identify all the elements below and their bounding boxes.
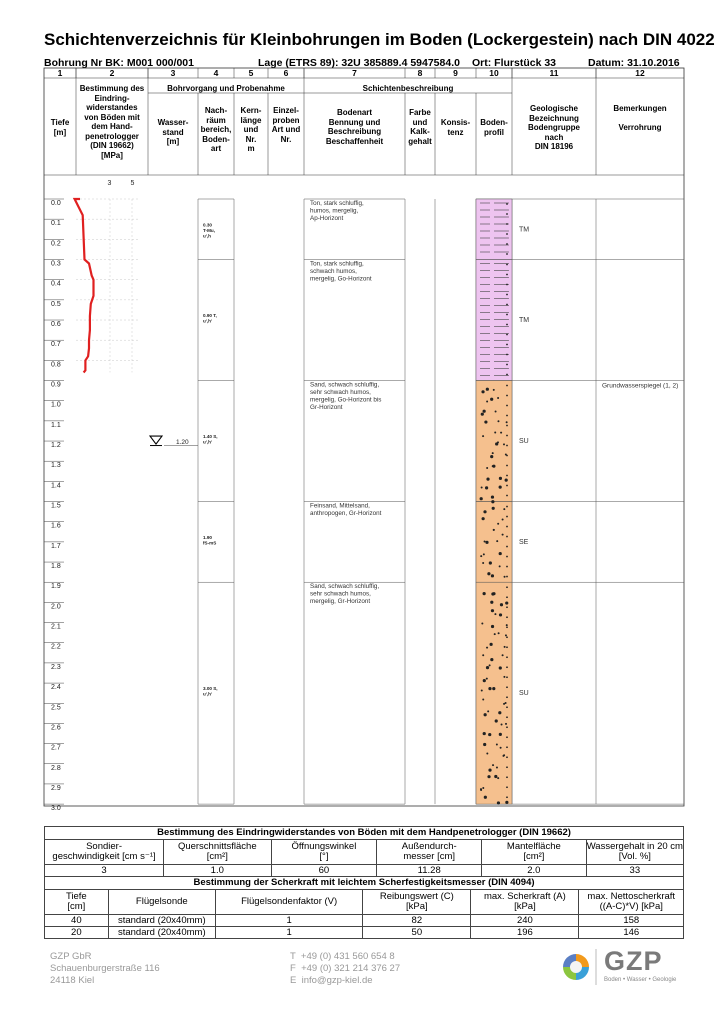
column-number-5: 5 — [248, 68, 254, 78]
depth-label: 1.3 — [51, 462, 61, 470]
header-einzelproben: Einzel- proben Art und Nr. — [271, 106, 301, 144]
shear-header-cell: Tiefe [cm] — [45, 890, 109, 915]
shear-value-cell: 40 — [45, 915, 109, 927]
header-schichtenbeschreibung: Schichtenbeschreibung — [362, 84, 454, 93]
company-address: GZP GbR Schauenburgerstraße 116 24118 Kiel — [50, 951, 160, 986]
penetrologger-scale-label: 3 — [107, 180, 112, 187]
penetrometer-header-row — [45, 840, 684, 865]
depth-label: 3.0 — [51, 805, 61, 813]
datum: Datum: 31.10.2016 — [588, 57, 680, 69]
layer-description: Feinsand, Mittelsand, anthropogen, Gr-Horizont — [310, 502, 382, 518]
header-bodenprofil: Boden- profil — [480, 118, 508, 137]
penetration-curve — [75, 199, 94, 373]
penetrometer-value-cell: 2.0 — [482, 865, 587, 877]
company-contact: T +49 (0) 431 560 654 8 F +49 (0) 321 214 376 27 E info@gzp-kiel.de — [290, 951, 401, 986]
shear-header-row — [45, 890, 684, 915]
column-number-4: 4 — [213, 68, 219, 78]
depth-label: 0.6 — [51, 321, 61, 329]
depth-label: 0.7 — [51, 341, 61, 349]
depth-label: 0.8 — [51, 361, 61, 369]
depth-label: 1.5 — [51, 502, 61, 510]
lage-coordinates: Lage (ETRS 89): 32U 385889.4 5947584.0 — [258, 57, 460, 69]
depth-label: 1.4 — [51, 482, 61, 490]
depth-label: 0.9 — [51, 381, 61, 389]
header-bemerkungen: Bemerkungen Verrohrung — [613, 104, 667, 132]
penetrometer-table-title: Bestimmung des Eindringwiderstandes von Böden mit dem Handpenetrologger (DIN 19662) — [44, 826, 684, 839]
penetrometer-value-cell: 60 — [271, 865, 377, 877]
shear-value-cell: 50 — [363, 927, 471, 939]
depth-label: 2.0 — [51, 603, 61, 611]
shear-value-cell: 1 — [215, 927, 362, 939]
penetrometer-header-cell: Öffnungswinkel [°] — [271, 840, 377, 865]
penetrometer-header-cell: Außendurch- messer [cm] — [377, 840, 482, 865]
column-number-8: 8 — [417, 68, 423, 78]
header-eindringwiderstand: Bestimmung des Eindring- widerstandes von Böden mit dem Hand- penetrologger (DIN 19662) [MPa] — [79, 84, 145, 160]
shear-value-cell: 158 — [579, 915, 684, 927]
depth-label: 2.6 — [51, 724, 61, 732]
soil-profile-clay — [476, 199, 512, 260]
soil-group-code: SE — [519, 538, 529, 546]
depth-label: 1.9 — [51, 583, 61, 591]
sample-label: 3.00 S, u',h' — [203, 686, 218, 697]
shear-value-cell: 20 — [45, 927, 109, 939]
shear-value-cell: 240 — [471, 915, 579, 927]
gzp-logo — [558, 946, 690, 988]
penetrologger-scale-label: 5 — [130, 180, 135, 187]
logo-text: GZP — [604, 946, 663, 976]
sample-label: 0.30 T-Mu, u',h — [203, 222, 215, 239]
depth-label: 2.1 — [51, 623, 61, 631]
depth-label: 2.3 — [51, 663, 61, 671]
layer-description: Sand, schwach schluffig, sehr schwach humos, mergelig, Go-Horizont bis Gr-Horizont — [310, 381, 382, 412]
soil-profile-sand — [476, 502, 512, 583]
shear-value-cell: standard (20x40mm) — [108, 927, 215, 939]
penetrometer-value-cell: 3 — [45, 865, 164, 877]
bohrung-number: Bohrung Nr BK: M001 000/001 — [44, 57, 194, 69]
soil-group-code: TM — [519, 226, 530, 234]
shear-value-cell: 1 — [215, 915, 362, 927]
penetrometer-header-cell: Mantelfläche [cm²] — [482, 840, 587, 865]
ort: Ort: Flurstück 33 — [472, 57, 557, 69]
penetrometer-header-cell: Wassergehalt in 20 cm [Vol. %] — [586, 840, 683, 865]
penetrometer-section — [44, 826, 684, 939]
soil-group-code: TM — [519, 317, 530, 325]
depth-label: 1.6 — [51, 522, 61, 530]
depth-label: 2.8 — [51, 764, 61, 772]
shear-value-cell: 82 — [363, 915, 471, 927]
shear-value-cell: standard (20x40mm) — [108, 915, 215, 927]
depth-label: 0.5 — [51, 300, 61, 308]
column-number-7: 7 — [352, 68, 357, 78]
header-bodenart: Bodenart Bennung und Beschreibung Beschaffenheit — [325, 108, 384, 146]
soil-group-code: SU — [519, 438, 529, 446]
depth-label: 0.4 — [51, 280, 61, 288]
depth-label: 2.5 — [51, 704, 61, 712]
soil-profile-sand — [476, 582, 512, 804]
depth-label: 0.0 — [51, 200, 61, 207]
depth-label: 2.4 — [51, 684, 61, 692]
sample-label: 0.90 T, u',h' — [203, 313, 217, 324]
depth-label: 0.3 — [51, 260, 61, 268]
column-number-9: 9 — [453, 68, 458, 78]
sample-label: 1.40 S, u',h' — [203, 434, 218, 445]
depth-label: 2.9 — [51, 784, 61, 792]
penetrometer-value-cell: 11.28 — [377, 865, 482, 877]
header-geologische-bezeichnung: Geologische Bezeichnung Bodengruppe nach DIN 18196 — [528, 104, 580, 151]
shear-table-row — [45, 915, 684, 927]
header-farbe: Farbe und Kalk- gehalt — [408, 108, 432, 146]
water-level-value: 1.20 — [176, 439, 189, 447]
penetrometer-value-row — [45, 865, 684, 877]
header-tiefe: Tiefe [m] — [50, 118, 70, 137]
depth-label: 2.2 — [51, 643, 61, 651]
penetrometer-header-cell: Querschnittsfläche [cm²] — [164, 840, 271, 865]
header-nachraumbereich: Nach- räum bereich, Boden- art — [200, 106, 232, 153]
shear-header-cell: Flügelsonde — [108, 890, 215, 915]
soil-profile-sand — [476, 381, 512, 502]
layer-description: Sand, schwach schluffig, sehr schwach humos, mergelig, Gr-Horizont — [310, 583, 380, 606]
page-title: Schichtenverzeichnis für Kleinbohrungen im Boden (Lockergestein) nach DIN 4022 — [44, 30, 715, 49]
shear-header-cell: Reibungswert (C) [kPa] — [363, 890, 471, 915]
shear-header-cell: max. Scherkraft (A) [kPa] — [471, 890, 579, 915]
shear-value-cell: 146 — [579, 927, 684, 939]
sample-label: 1.90 fS-mS — [203, 534, 217, 546]
penetrometer-value-cell: 1.0 — [164, 865, 271, 877]
penetrometer-header-cell: Sondier- geschwindigkeit [cm s⁻¹] — [45, 840, 164, 865]
depth-label: 0.1 — [51, 220, 61, 228]
header-kernlaenge: Kern- länge und Nr. m — [240, 106, 262, 153]
shear-table-row — [45, 927, 684, 939]
header-bohrvorgang: Bohrvorgang und Probenahme — [167, 84, 285, 93]
penetrometer-table — [44, 839, 684, 877]
water-level-icon — [150, 436, 162, 444]
depth-label: 1.1 — [51, 421, 61, 429]
remark: Grundwasserspiegel (1, 2) — [602, 382, 679, 390]
soil-group-code: SU — [519, 690, 529, 698]
shear-header-cell: max. Nettoscherkraft ((A-C)*V) [kPa] — [579, 890, 684, 915]
penetrometer-value-cell: 33 — [586, 865, 683, 877]
shear-value-cell: 196 — [471, 927, 579, 939]
shear-table-title: Bestimmung der Scherkraft mit leichtem Scherfestigkeitsmesser (DIN 4094) — [44, 877, 684, 889]
shear-table — [44, 889, 684, 939]
header-wasserstand: Wasser- stand [m] — [157, 118, 189, 146]
layer-description: Ton, stark schluffig, schwach humos, mergelig, Go-Horizont — [310, 260, 372, 283]
column-number-3: 3 — [170, 68, 176, 78]
depth-label: 1.7 — [51, 542, 61, 550]
column-number-2: 2 — [109, 68, 115, 78]
column-number-6: 6 — [283, 68, 289, 78]
layer-description: Ton, stark schluffig, humos, mergelig, Ap-Horizont — [310, 200, 364, 222]
column-number-12: 12 — [635, 68, 645, 78]
depth-label: 1.2 — [51, 442, 61, 450]
depth-label: 1.8 — [51, 563, 61, 571]
depth-label: 0.2 — [51, 240, 61, 248]
column-number-1: 1 — [57, 68, 63, 78]
header-konsistenz: Konsis- tenz — [440, 118, 471, 137]
depth-label: 1.0 — [51, 401, 61, 409]
column-number-11: 11 — [549, 68, 559, 78]
logo-subtitle: Boden • Wasser • Geologie — [604, 977, 677, 983]
column-number-10: 10 — [489, 68, 499, 78]
depth-label: 2.7 — [51, 744, 61, 752]
shear-header-cell: Flügelsondenfaktor (V) — [215, 890, 362, 915]
